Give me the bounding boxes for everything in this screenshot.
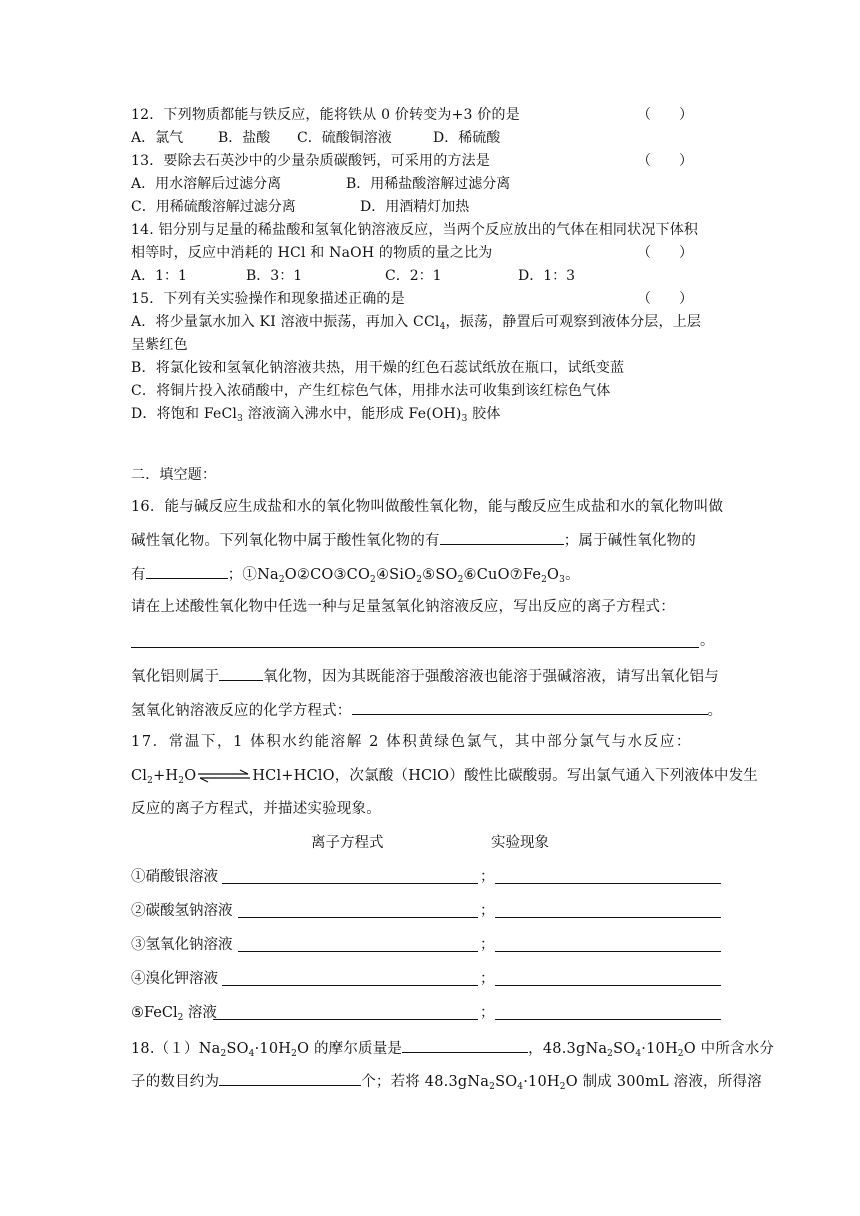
q12-option-c: C．硫酸铜溶液 [297, 130, 392, 146]
q12-stem: 12．下列物质都能与铁反应，能将铁从 0 价转变为+3 价的是 [131, 107, 520, 123]
section-heading: 二．填空题： [131, 467, 217, 483]
q17-row4-phenomenon-blank[interactable] [495, 985, 721, 986]
q13-stem: 13．要除去石英沙中的少量杂质碳酸钙，可采用的方法是 [131, 153, 491, 169]
q13-answer-paren: （ ） [637, 153, 693, 169]
q14-option-a: A．1：1 [131, 268, 187, 284]
q16-line7: 氢氧化钠溶液反应的化学方程式： 。 [131, 700, 722, 720]
q17-row5-label: ⑤FeCl$_2$ 溶液 [131, 1005, 217, 1023]
q17-row3-phenomenon-blank[interactable] [495, 951, 721, 952]
q17-row1-phenomenon-blank[interactable] [495, 883, 721, 884]
q16-line6: 氧化铝则属于 氧化物，因为其既能溶于强酸溶液也能溶于强碱溶液，请写出氧化铝与 [131, 666, 719, 686]
q12-answer-paren: （ ） [637, 107, 693, 123]
q15-option-b: B．将氯化铵和氢氧化钠溶液共热，用干燥的红色石蕊试纸放在瓶口，试纸变蓝 [131, 360, 625, 376]
q13-option-b: B．用稀盐酸溶解过滤分离 [346, 176, 511, 192]
q18-line1: $18.(1)Na_2SO_4\cdot 10H_2O$ 的摩尔质量是 ，$48.3gNa_2SO_4\cdot 10H_2O$ 中所含水分 [131, 1038, 774, 1058]
reversible-arrow-icon [196, 769, 252, 783]
q15-stem: 15．下列有关实验操作和现象描述正确的是 [131, 291, 405, 307]
q16-line1: 16．能与碱反应生成盐和水的氧化物叫做酸性氧化物，能与酸反应生成盐和水的氧化物叫做 [131, 499, 724, 515]
q15-option-a-cont: 呈紫红色 [131, 337, 188, 353]
q15-option-a: A．将少量氯水加入 KI 溶液中振荡，再加入 CCl$_4$，振荡，静置后可观察到液体分层，上层 [131, 314, 702, 332]
q12-option-a: A．氯气 [131, 130, 184, 146]
q16-chemical-equation-blank[interactable] [352, 700, 708, 715]
q17-row1-equation-blank[interactable] [222, 883, 478, 884]
q17-row4-label: ④溴化钾溶液 [131, 971, 218, 987]
q17-line1: 17．常温下，1 体积水约能溶解 2 体积黄绿色氯气，其中部分氯气与水反应： [131, 734, 693, 750]
q16-line5-end: 。 [700, 633, 714, 649]
q15-answer-paren: （ ） [637, 291, 693, 307]
q13-option-a: A．用水溶解后过滤分离 [131, 176, 282, 192]
q16-ionic-equation-blank[interactable] [131, 647, 699, 648]
q18-line2: 子的数目约为 个；若将 $48.3gNa_2SO_4\cdot 10H_2O$ 制成 300mL 溶液，所得溶 [131, 1071, 762, 1091]
q17-row2-sep: ； [480, 903, 495, 919]
q14-stem-line2: 相等时，反应中消耗的 HCl 和 NaOH 的物质的量之比为 [131, 245, 493, 261]
q18-water-count-blank[interactable] [219, 1071, 361, 1086]
q17-row5-phenomenon-blank[interactable] [495, 1019, 721, 1020]
q13-option-d: D．用酒精灯加热 [360, 199, 470, 215]
q16-line2: 碱性氧化物。下列氧化物中属于酸性氧化物的有 ；属于碱性氧化物的 [131, 530, 696, 550]
q13-option-c: C．用稀硫酸溶解过滤分离 [131, 199, 296, 215]
q17-row5-equation-blank[interactable] [213, 1019, 478, 1020]
q17-row2-equation-blank[interactable] [238, 917, 478, 918]
q17-row3-equation-blank[interactable] [238, 951, 478, 952]
q16-acidic-blank[interactable] [440, 530, 564, 545]
q14-option-c: C．2：1 [385, 268, 442, 284]
q14-option-b: B．3：1 [246, 268, 303, 284]
q16-amphoteric-blank[interactable] [219, 666, 263, 681]
q17-row4-equation-blank[interactable] [222, 985, 478, 986]
q17-row4-sep: ； [480, 971, 495, 987]
q14-stem-line1: 14. 铝分别与足量的稀盐酸和氢氧化钠溶液反应，当两个反应放出的气体在相同状况下体积 [131, 222, 699, 238]
q14-answer-paren: （ ） [637, 245, 693, 261]
q17-row3-label: ③氢氧化钠溶液 [131, 937, 233, 953]
q17-row3-sep: ； [480, 937, 495, 953]
q12-option-d: D．稀硫酸 [433, 130, 501, 146]
q14-option-d: D．1：3 [518, 268, 576, 284]
q17-line2: $Cl_2+H_2O$ HCl+HClO，次氯酸（HClO）酸性比碳酸弱。写出氯气通入下列液体中发生 [131, 768, 758, 786]
q12-option-b: B．盐酸 [218, 130, 271, 146]
q17-col-ionic-equation: 离子方程式 [311, 835, 384, 851]
q16-line3: 有 ；$①Na_2O②CO③CO_2④SiO_2⑤SO_2⑥CuO⑦Fe_2O_3$。 [131, 564, 580, 584]
q17-row2-label: ②碳酸氢钠溶液 [131, 903, 233, 919]
q15-option-c: C．将铜片投入浓硝酸中，产生红棕色气体，用排水法可收集到该红棕色气体 [131, 383, 611, 399]
q18-molar-mass-blank[interactable] [402, 1038, 528, 1053]
q17-row5-sep: ； [480, 1005, 495, 1021]
q17-col-phenomenon: 实验现象 [491, 835, 549, 851]
q16-line4: 请在上述酸性氧化物中任选一种与足量氢氧化钠溶液反应，写出反应的离子方程式： [131, 599, 675, 615]
q16-basic-blank[interactable] [146, 564, 228, 579]
q15-option-d: D．将饱和 FeCl$_3$ 溶液滴入沸水中，能形成 $Fe(OH)_3$ 胶体 [131, 406, 501, 424]
q17-row2-phenomenon-blank[interactable] [495, 917, 721, 918]
q17-row1-sep: ； [480, 869, 495, 885]
q17-line3: 反应的离子方程式，并描述实验现象。 [131, 801, 381, 817]
q17-row1-label: ①硝酸银溶液 [131, 869, 218, 885]
